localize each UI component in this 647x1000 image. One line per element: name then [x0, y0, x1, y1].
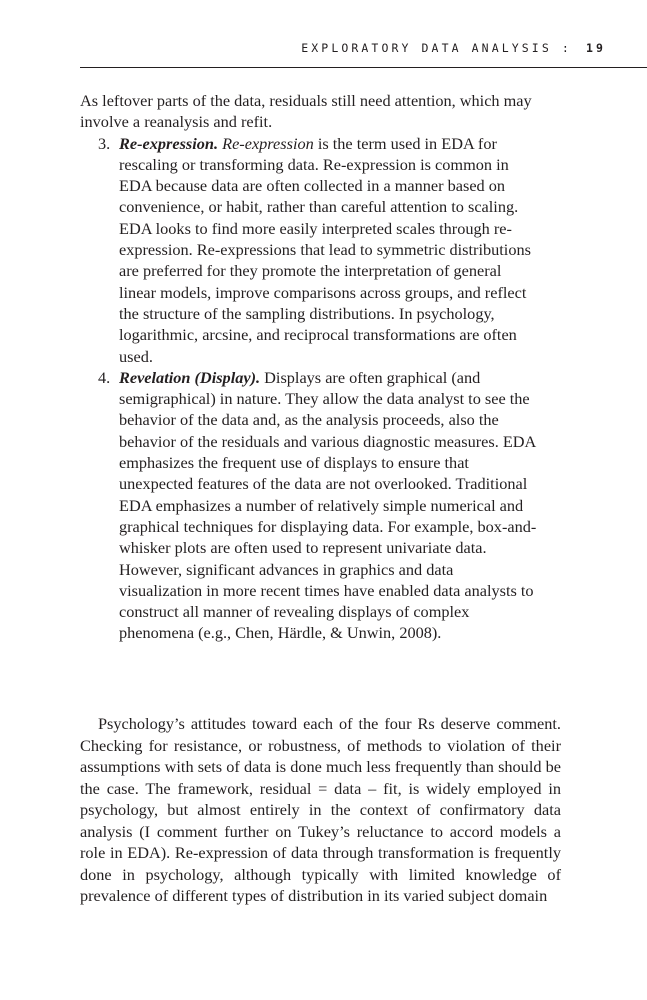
page-number: 19: [585, 41, 606, 55]
header-rule: [80, 67, 647, 68]
running-title: EXPLORATORY DATA ANALYSIS: [301, 41, 552, 55]
list-item-number: 3.: [98, 133, 111, 153]
list-item-body: is the term used in EDA for rescaling or transforming data. Re-expression is common in EDA because data are often collected in a manner based on convenience, or habit, rather than careful attention to scaling. EDA looks to find more easily interpreted scales through re-expression. Re-expressions that lead to symmetric distributions are preferred for they promote the interpretation of general linear models, improve comparisons across groups, and reflect the structure of the sampling distributions. In psychology, logarithmic, arcsine, and reciprocal transformations are often used.: [119, 133, 531, 366]
list-item-title: Re-expression.: [119, 133, 219, 153]
list-item-lead-term: Re-expression: [222, 133, 314, 153]
continuation-text: As leftover parts of the data, residuals still need attention, which may involve a reanalysis and refit.: [80, 91, 532, 132]
list-item-4: [80, 367, 540, 644]
body-paragraph: Psychology’s attitudes toward each of the four Rs deserve comment. Checking for resistance, or robustness, of methods to violation of their assumptions with sets of data is done much less frequently than should be the case. The framework, residual = data – fit, is widely employed in psychology, but almost entirely in the context of confirmatory data analysis (I comment further on Tukey’s reluctance to accord models a role in EDA). Re-expression of data through transformation is frequently done in psychology, although typically with limited knowledge of prevalence of different types of distribution in its varied subject domain: [80, 714, 561, 905]
list-item-title: Revelation (Display).: [119, 367, 261, 387]
list-item-3: [80, 133, 540, 367]
list-item-number: 4.: [98, 367, 111, 387]
running-head: [301, 41, 606, 55]
list-item-body: Displays are often graphical (and semigraphical) in nature. They allow the data analyst to see the behavior of the data and, as the analysis proceeds, also the behavior of the residuals and various diagnostic measures. EDA emphasizes the frequent use of displays to ensure that unexpected features of the data are not overlooked. Traditional EDA emphasizes a number of relatively simple numerical and graphical techniques for displaying data. For example, box-and-whisker plots are often used to represent univariate data. However, significant advances in graphics and data visualization in more recent times have enabled data analysts to construct all manner of revealing displays of complex phenomena (e.g., Chen, Härdle, & Unwin, 2008).: [119, 367, 537, 643]
running-head-separator: :: [561, 41, 572, 55]
numbered-list: [80, 90, 540, 644]
